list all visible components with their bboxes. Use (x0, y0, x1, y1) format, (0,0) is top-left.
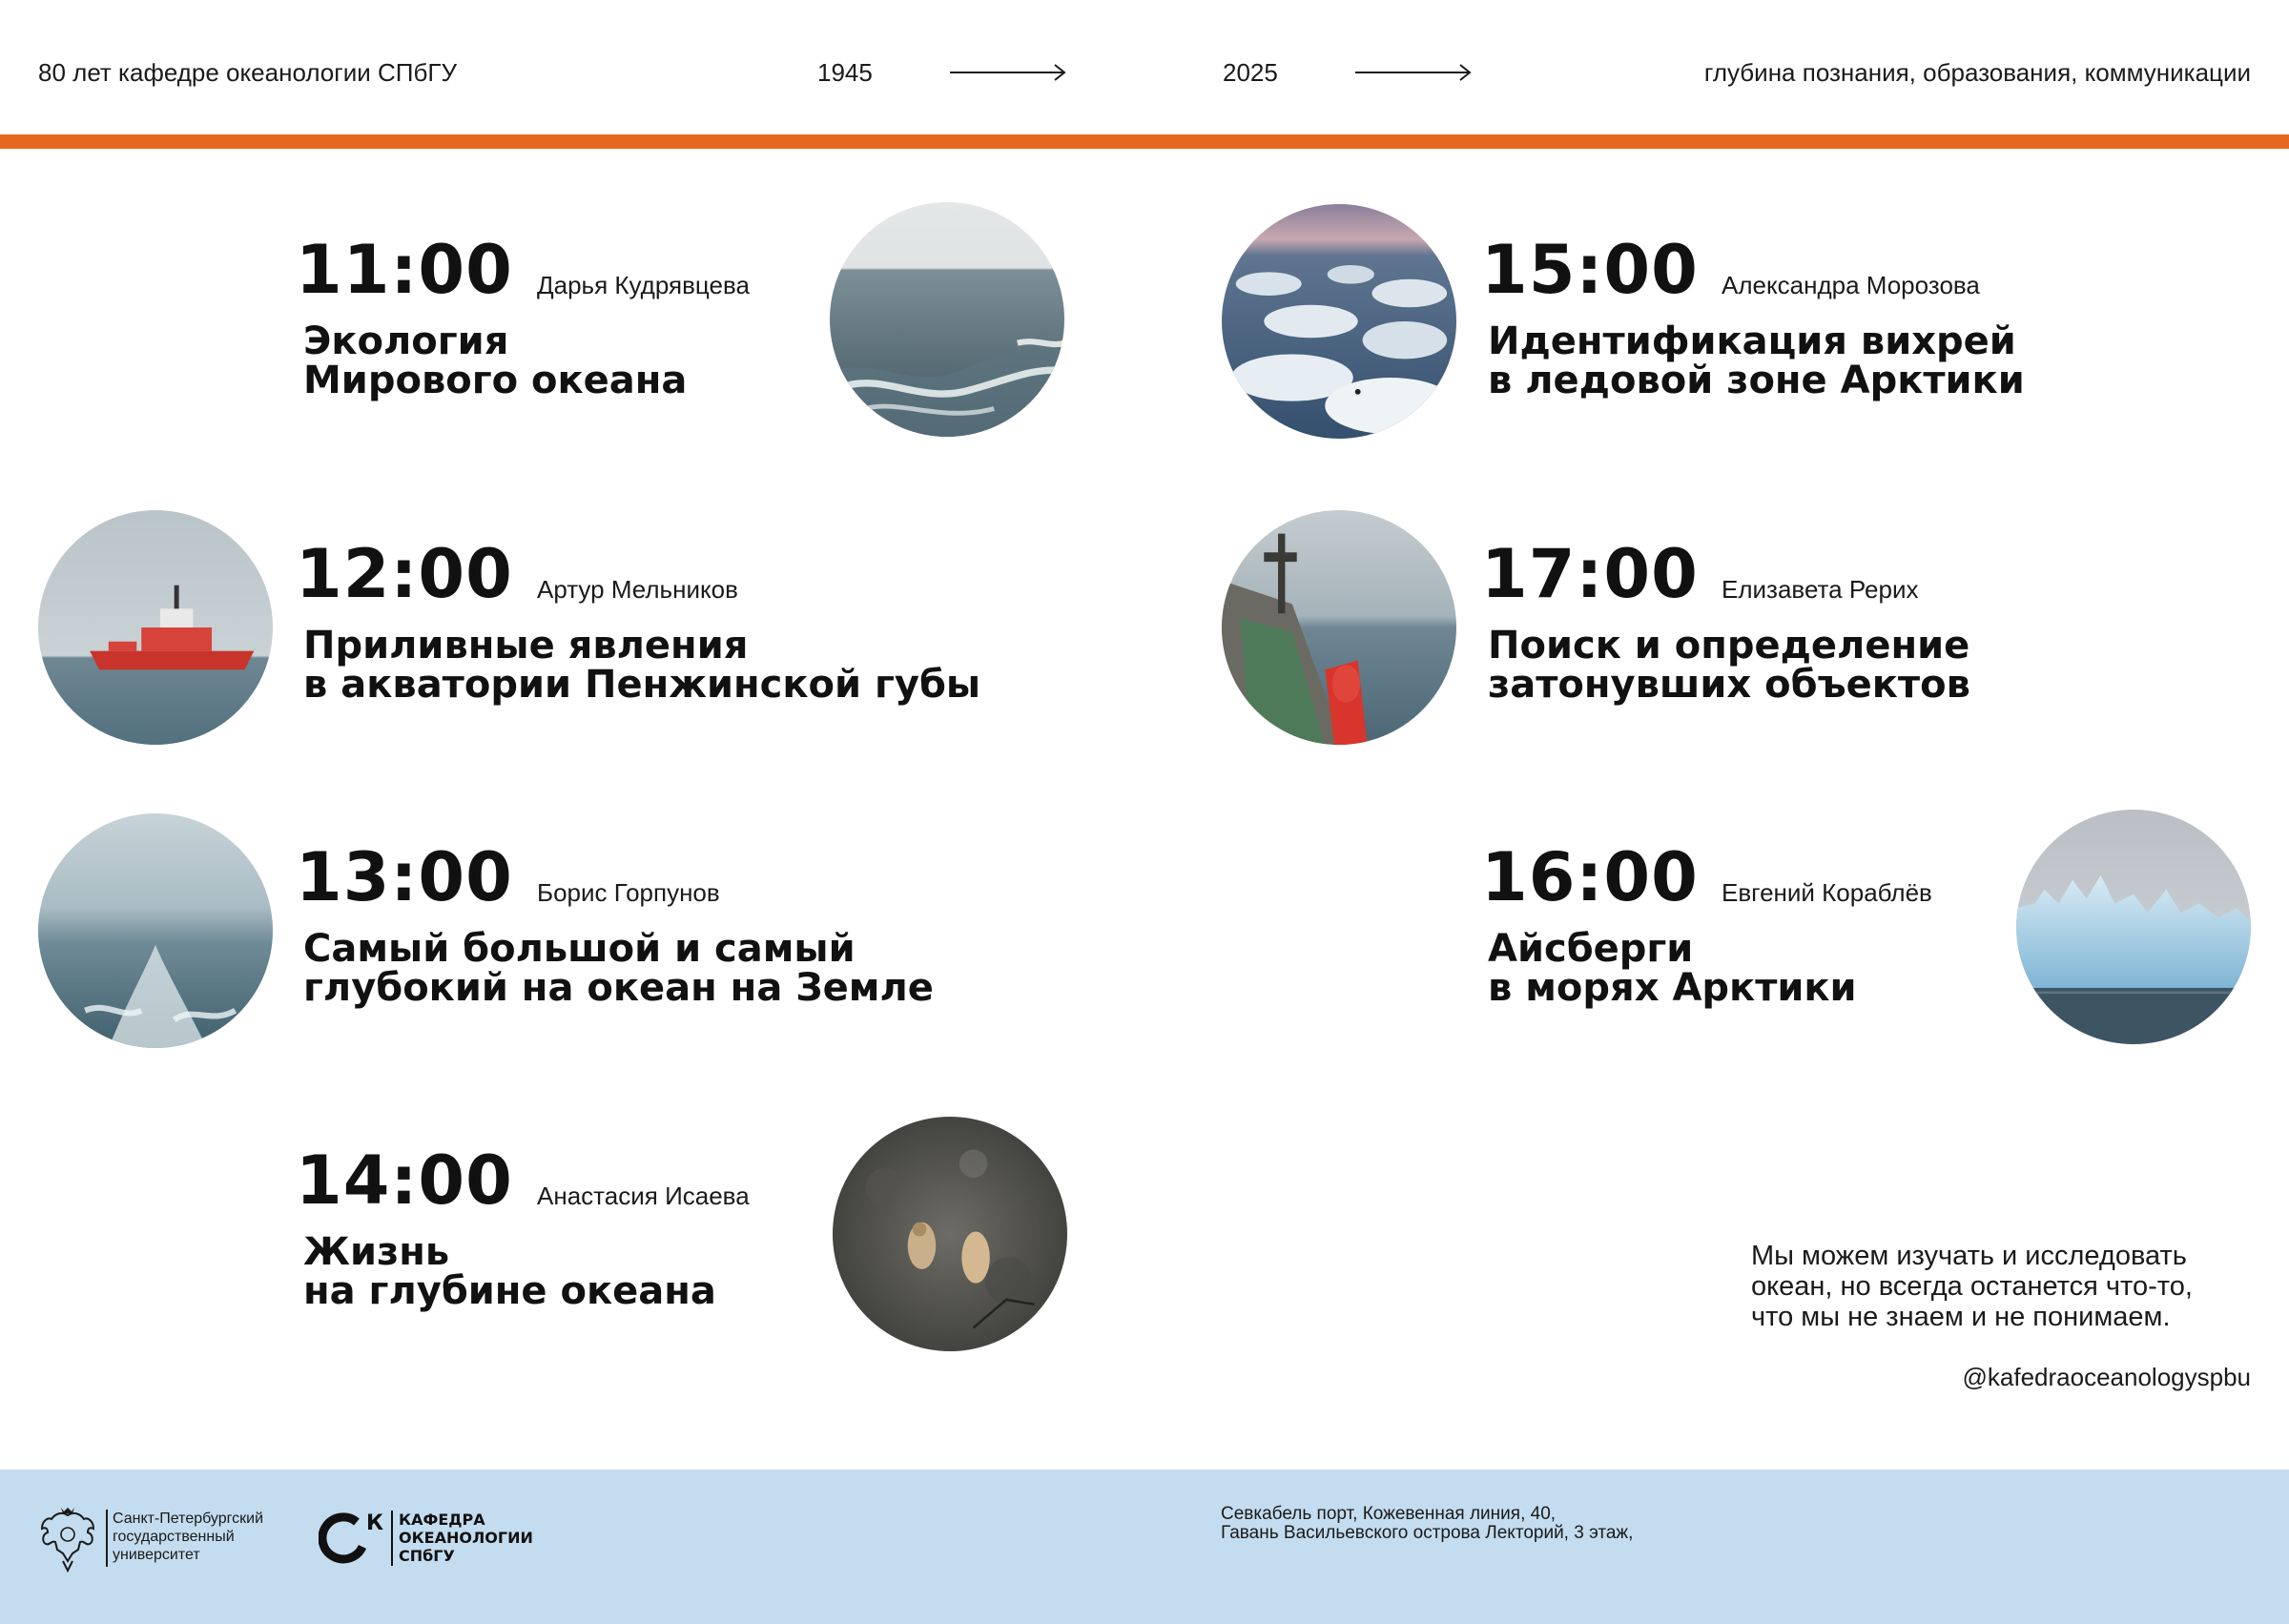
header-year-end: 2025 (1223, 58, 1278, 87)
talk-speaker: Елизавета Рерих (1722, 575, 1919, 604)
talk-title-line: Поиск и определение (1488, 624, 1970, 668)
department-name (399, 1511, 533, 1565)
talk-title-line: Жизнь (303, 1230, 450, 1274)
talk-title-line: Самый большой и самый (303, 927, 856, 971)
department-name-line: КАФЕДРА (399, 1511, 485, 1529)
department-name-line: СПбГУ (399, 1547, 455, 1565)
social-handle[interactable]: @kafedraoceanologyspbu (1962, 1363, 2251, 1391)
address-line: Гавань Васильевского острова Лекторий, 3 этаж, (1221, 1523, 1634, 1543)
talk-time: 15:00 (1481, 231, 1699, 309)
iceberg-wall-photo (2016, 810, 2251, 1044)
talk-title-line: на глубине океана (303, 1269, 716, 1313)
university-name-line: университет (113, 1547, 200, 1563)
talk-time: 14:00 (296, 1141, 513, 1220)
quote (1751, 1241, 2193, 1332)
ship-deck-view-photo (1222, 510, 1456, 745)
accent-divider (0, 134, 2289, 149)
talk-title (303, 319, 688, 402)
header-event-title: 80 лет кафедре океанологии СПбГУ (38, 58, 457, 87)
arrow-right-icon (1355, 61, 1474, 84)
university-name (113, 1510, 263, 1564)
talk-title (303, 624, 981, 707)
talk-title-line: в ледовой зоне Арктики (1488, 359, 2025, 402)
talk-time: 13:00 (296, 838, 513, 916)
ocean-waves-photo (830, 202, 1064, 437)
talk-title (1488, 624, 1970, 707)
talk-title (1488, 319, 2025, 402)
talk-title (303, 1230, 716, 1313)
university-name-line: Санкт-Петербургский (113, 1511, 264, 1527)
logo-divider (391, 1511, 393, 1566)
talk-title (1488, 927, 1857, 1010)
talk-speaker: Евгений Кораблёв (1722, 878, 1932, 907)
talk-title-line: в морях Арктики (1488, 966, 1857, 1010)
talk-title-line: затонувших объектов (1488, 663, 1970, 707)
talk-title-line: Айсберги (1488, 927, 1694, 971)
deep-sea-creatures-on-rock-photo (833, 1117, 1067, 1351)
talk-speaker: Артур Мельников (537, 575, 738, 604)
talk-speaker: Александра Морозова (1722, 271, 1980, 299)
quote-line: что мы не знаем и не понимаем. (1751, 1302, 2171, 1332)
double-headed-eagle-emblem-icon (38, 1502, 97, 1573)
talk-title-line: Идентификация вихрей (1488, 319, 2016, 363)
venue-address (1221, 1505, 1633, 1543)
ice-floes-aerial-photo (1222, 204, 1456, 439)
talk-speaker: Дарья Кудрявцева (537, 271, 750, 299)
university-name-line: государственный (113, 1529, 235, 1545)
red-icebreaker-ship-photo (38, 510, 273, 745)
talk-title-line: Мирового океана (303, 359, 688, 402)
header-year-start: 1945 (817, 58, 873, 87)
department-name-line: ОКЕАНОЛОГИИ (399, 1529, 533, 1547)
talk-speaker: Борис Горпунов (537, 878, 720, 907)
talk-time: 16:00 (1481, 838, 1699, 916)
talk-time: 11:00 (296, 231, 513, 309)
ship-wake-in-fog-photo (38, 813, 273, 1048)
talk-speaker: Анастасия Исаева (537, 1182, 750, 1210)
logo-divider (106, 1510, 108, 1567)
arrow-right-icon (950, 61, 1068, 84)
address-line: Севкабель порт, Кожевенная линия, 40, (1221, 1504, 1557, 1524)
talk-title-line: Экология (303, 319, 509, 363)
talk-time: 12:00 (296, 535, 513, 613)
header-tagline: глубина познания, образования, коммуникации (1703, 58, 2251, 87)
talk-title (303, 927, 934, 1010)
quote-line: Мы можем изучать и исследовать (1751, 1241, 2187, 1271)
talk-title-line: в акватории Пенжинской губы (303, 663, 981, 707)
talk-title-line: глубокий на океан на Земле (303, 966, 934, 1010)
department-logo-letter: К (366, 1511, 383, 1535)
department-logo-icon (319, 1509, 383, 1566)
quote-line: океан, но всегда останется что-то, (1751, 1271, 2193, 1302)
talk-title-line: Приливные явления (303, 624, 749, 668)
talk-time: 17:00 (1481, 535, 1699, 613)
